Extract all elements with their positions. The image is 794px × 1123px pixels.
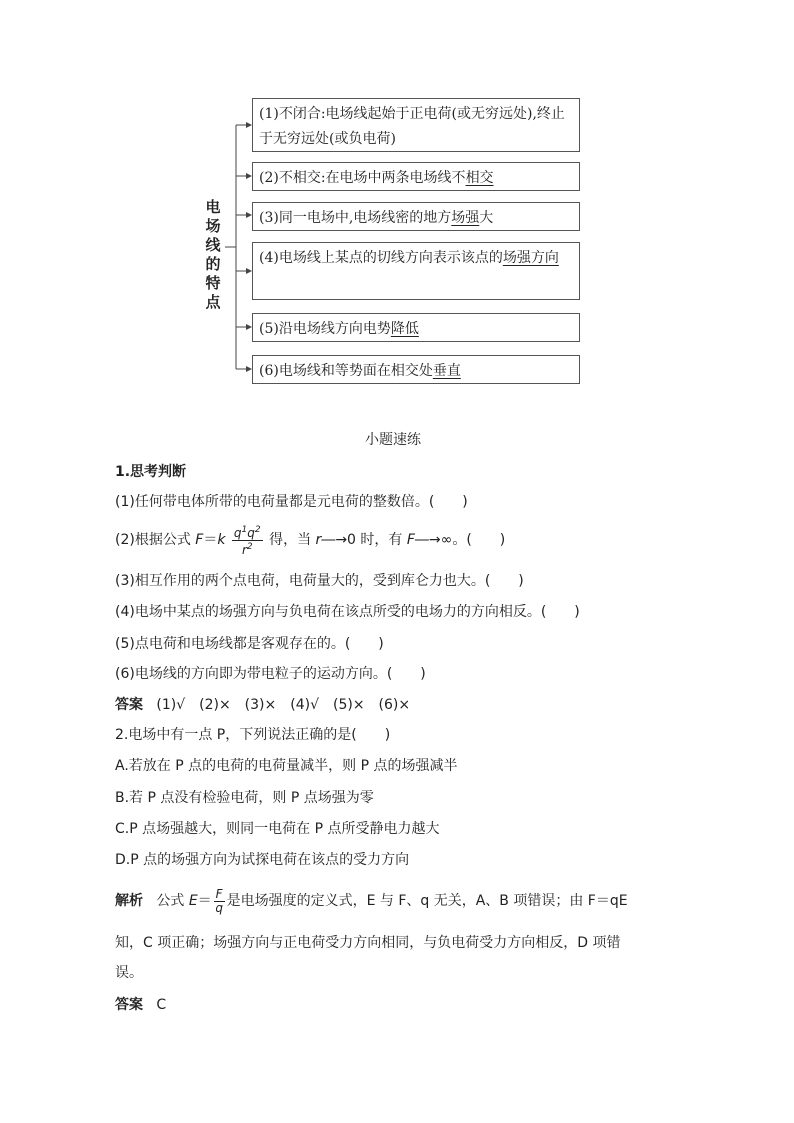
formula-E: E: [188, 893, 198, 909]
diagram-title-char: 点: [205, 293, 221, 311]
feature-text: (5)沿电场线方向电势: [259, 321, 391, 337]
formula-r: r: [315, 532, 322, 548]
q2-answer: [115, 995, 166, 1015]
q1-item-2-prefix: (2)根据公式: [115, 532, 191, 548]
analysis-text: 公式: [156, 893, 185, 909]
feature-answer: 垂直: [432, 363, 461, 379]
answer-text: C: [156, 997, 167, 1013]
q2-option-b: B.若 P 点没有检验电荷，则 P 点场强为零: [115, 790, 374, 806]
q1-item-4: (4)电场中某点的场强方向与负电荷在该点所受的电场力的方向相反。( ): [115, 604, 580, 620]
fraction-numerator: F: [215, 886, 223, 901]
feature-answer: 场强方向: [502, 250, 559, 266]
q2-analysis-line-2: 知，C 项正确；场强方向与正电荷受力方向相同，与负电荷受力方向相反，D 项错: [115, 935, 621, 951]
formula-eq: ＝: [203, 532, 218, 548]
diagram-title-char: 电: [205, 198, 221, 216]
feature-box-2: [252, 162, 580, 191]
feature-text: 大: [479, 210, 494, 226]
q2-analysis-line-3: 误。: [115, 965, 143, 981]
formula-F: F: [195, 532, 204, 548]
q1-answer: [115, 695, 410, 715]
answer-label: 答案: [115, 997, 143, 1013]
diagram-title-char: 线: [205, 236, 221, 254]
feature-text: (4)电场线上某点的切线方向表示该点的: [259, 250, 503, 266]
q2-stem: 2.电场中有一点 P，下列说法正确的是( ): [115, 727, 391, 743]
diagram-title-char: 特: [205, 274, 221, 292]
q1-item-2-arrow: ―→0 时，有: [321, 532, 403, 548]
fraction-denominator: q: [215, 900, 223, 915]
analysis-text: 是电场强度的定义式，E 与 F、q 无关，A、B 项错误；由 F＝qE: [226, 893, 628, 909]
formula-F: F: [406, 532, 415, 548]
q1-item-2-middle: 得，当: [269, 532, 312, 548]
feature-text: (6)电场线和等势面在相交处: [259, 363, 433, 379]
field-fraction: [214, 888, 225, 915]
q2-option-d: D.P 点的场强方向为试探电荷在该点的受力方向: [115, 852, 410, 868]
answer-text: (1)√ (2)× (3)× (4)√ (5)× (6)×: [156, 697, 411, 713]
feature-text: (3)同一电场中,电场线密的地方: [259, 210, 452, 226]
q2-analysis-line-1: [115, 883, 628, 919]
feature-answer: 相交: [465, 170, 494, 186]
q2-option-c: C.P 点场强越大，则同一电荷在 P 点所受静电力越大: [115, 821, 440, 837]
formula-k: k: [217, 532, 226, 548]
answer-label: 答案: [115, 697, 143, 713]
diagram-title-char: 的: [205, 255, 221, 273]
q1-item-2-arrow: ―→∞。( ): [414, 532, 506, 548]
formula-eq: ＝: [197, 893, 212, 909]
feature-box-6: [252, 355, 580, 384]
fraction-denominator: $r^2$: [241, 541, 253, 557]
feature-answer: 场强: [451, 210, 480, 226]
q1-item-1: (1)任何带电体所带的电荷量都是元电荷的整数倍。( ): [115, 494, 468, 510]
feature-box-1: [252, 98, 580, 152]
q1-item-5: (5)点电荷和电场线都是客观存在的。( ): [115, 636, 384, 652]
analysis-label: 解析: [115, 893, 143, 909]
feature-answer: 降低: [390, 321, 419, 337]
q1-item-3: (3)相互作用的两个点电荷，电荷量大的，受到库仑力也大。( ): [115, 573, 524, 589]
section-title: 小题速练: [365, 432, 421, 448]
feature-box-3: [252, 202, 580, 231]
feature-text: (2)不相交:在电场中两条电场线不: [259, 170, 466, 186]
q2-option-a: A.若放在 P 点的电荷的电荷量减半，则 P 点的场强减半: [115, 758, 458, 774]
diagram-title-char: 场: [205, 217, 221, 235]
feature-box-4: [252, 242, 580, 300]
feature-text: (1)不闭合:电场线起始于正电荷(或无穷远处),终止于无穷远处(或负电荷): [259, 106, 565, 147]
q1-item-6: (6)电场线的方向即为带电粒子的运动方向。( ): [115, 666, 426, 682]
q1-item-2: [115, 522, 505, 558]
q1-heading: 1.思考判断: [115, 464, 187, 480]
coulomb-fraction: [232, 524, 263, 557]
feature-box-5: [252, 313, 580, 342]
fraction-numerator: $q^1q^2$: [233, 524, 261, 540]
